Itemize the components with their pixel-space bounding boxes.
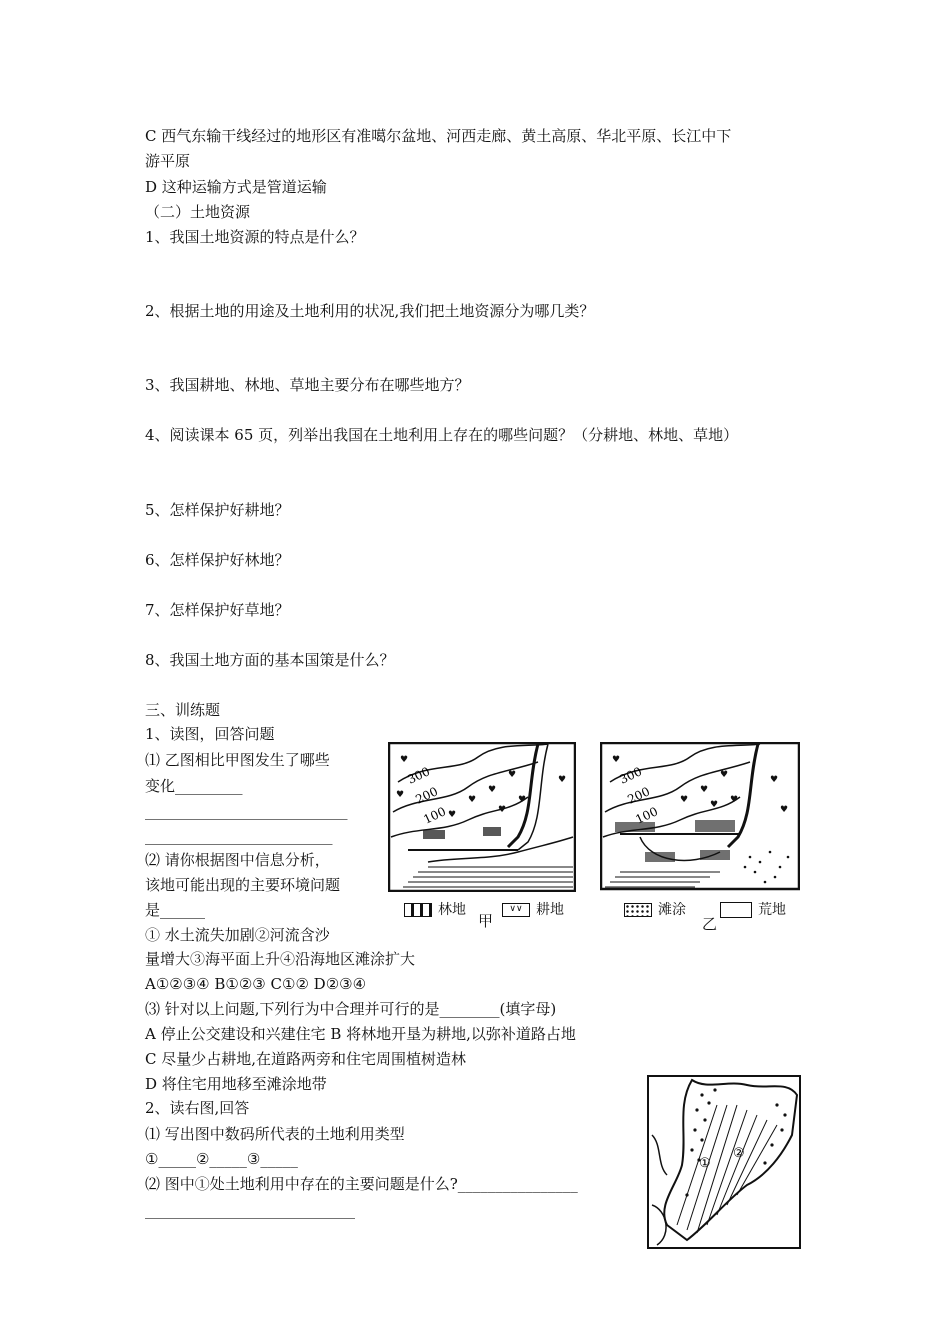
question: 1、读图，回答问题 — [145, 725, 275, 743]
farmland-swatch-icon: ∨∨ — [502, 903, 530, 917]
svg-text:♥: ♥ — [770, 775, 779, 785]
question: 量增大③海平面上升④沿海地区滩涂扩大 — [145, 950, 416, 968]
svg-text:♥: ♥ — [508, 770, 517, 780]
question: 7、怎样保护好草地？ — [145, 601, 290, 619]
svg-text:♥: ♥ — [700, 785, 709, 795]
map-jia — [388, 742, 576, 892]
svg-text:♥: ♥ — [680, 795, 689, 805]
legend-beach — [624, 901, 686, 919]
svg-text:♥: ♥ — [396, 790, 405, 800]
svg-text:♥: ♥ — [730, 795, 739, 805]
contour-label: 100 — [421, 804, 449, 827]
question: ① 水土流失加剧②河流含沙 — [145, 926, 330, 944]
svg-text:♥: ♥ — [448, 810, 457, 820]
svg-text:♥: ♥ — [558, 775, 567, 785]
contour-label: 300 — [405, 764, 433, 787]
svg-text:♥: ♥ — [518, 795, 527, 805]
option: A 停止公交建设和兴建住宅 B 将林地开垦为耕地,以弥补道路占地 — [145, 1025, 576, 1043]
question: ⑶ 针对以上问题,下列行为中合理并可行的是________(填字母) — [145, 1000, 557, 1018]
answer-blank: ___________________________ — [145, 802, 348, 820]
option: D 将住宅用地移至滩涂地带 — [145, 1075, 327, 1093]
option: C 尽量少占耕地,在道路两旁和住宅周围植树造林 — [145, 1050, 467, 1068]
question: 3、我国耕地、林地、草地主要分布在哪些地方？ — [145, 376, 470, 394]
question: 8、我国土地方面的基本国策是什么？ — [145, 651, 395, 669]
question: 2、读右图,回答 — [145, 1099, 250, 1117]
question: 1、我国土地资源的特点是什么？ — [145, 228, 365, 246]
svg-text:♥: ♥ — [498, 805, 507, 815]
section-heading: 三、训练题 — [145, 701, 221, 719]
legend-label: 耕地 — [536, 902, 564, 918]
map-yi — [600, 742, 800, 892]
legend-label: 滩涂 — [658, 902, 686, 918]
wasteland-swatch-icon — [720, 902, 752, 918]
legend-forest — [404, 901, 466, 919]
beach-swatch-icon — [624, 903, 652, 917]
answer-blank: _________________________ — [145, 827, 333, 845]
caption-yi: 乙 — [702, 915, 718, 933]
svg-text:♥: ♥ — [488, 785, 497, 795]
question: 是______ — [145, 901, 206, 919]
marker-2: ② — [733, 1146, 745, 1161]
forest-swatch-icon — [404, 903, 432, 917]
question: ⑴ 写出图中数码所代表的土地利用类型 — [145, 1125, 405, 1143]
answer-blank: ①_____②_____③_____ — [145, 1150, 298, 1168]
contour-label: 100 — [633, 804, 661, 827]
text-line: D 这种运输方式是管道运输 — [145, 178, 327, 196]
legend-wasteland — [720, 901, 786, 919]
svg-text:♥: ♥ — [612, 755, 621, 765]
question: 5、怎样保护好耕地？ — [145, 501, 290, 519]
svg-text:♥: ♥ — [780, 805, 789, 815]
question: ⑵ 图中①处土地利用中存在的主要问题是什么?________________ — [145, 1175, 578, 1193]
question: ⑴ 乙图相比甲图发生了哪些 — [145, 751, 330, 769]
question: 2、根据土地的用途及土地利用的状况,我们把土地资源分为哪几类？ — [145, 302, 595, 320]
caption-jia: 甲 — [478, 912, 494, 930]
svg-text:♥: ♥ — [720, 770, 729, 780]
contour-label: 300 — [617, 764, 645, 787]
legend-farmland — [502, 901, 564, 919]
answer-options: A①②③④ B①②③ C①② D②③④ — [145, 975, 367, 993]
contour-label: 200 — [625, 784, 653, 807]
answer-blank: 变化_________ — [145, 777, 243, 795]
svg-text:♥: ♥ — [710, 800, 719, 810]
contour-label: 200 — [413, 784, 441, 807]
text-line: C 西气东输干线经过的地形区有准噶尔盆地、河西走廊、黄土高原、华北平原、长江中下 — [145, 127, 732, 145]
map-land-use — [647, 1075, 803, 1251]
question: 该地可能出现的主要环境问题 — [145, 876, 341, 894]
section-heading: （二）土地资源 — [145, 203, 251, 221]
svg-text:♥: ♥ — [468, 795, 477, 805]
answer-blank: ____________________________ — [145, 1201, 355, 1219]
legend-label: 林地 — [438, 902, 466, 918]
legend-label: 荒地 — [758, 902, 786, 918]
svg-text:♥: ♥ — [400, 755, 409, 765]
marker-1: ① — [699, 1156, 711, 1171]
text-line: 游平原 — [145, 152, 191, 170]
question: 6、怎样保护好林地？ — [145, 551, 290, 569]
question: ⑵ 请你根据图中信息分析， — [145, 851, 330, 869]
question: 4、阅读课本 65 页，列举出我国在土地利用上存在的哪些问题？（分耕地、林地、草地） — [145, 426, 739, 444]
